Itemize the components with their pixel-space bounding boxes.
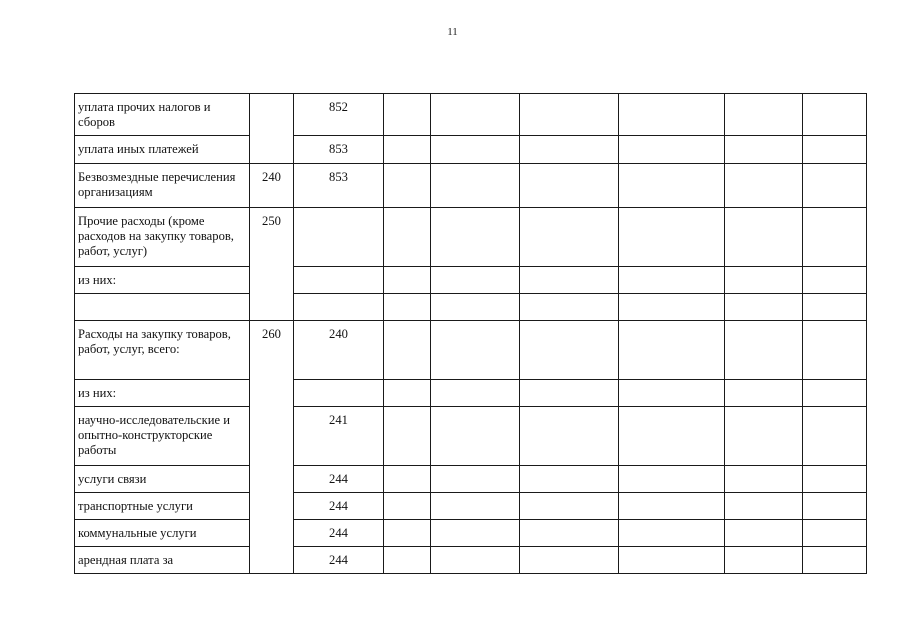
value-cell bbox=[384, 547, 431, 574]
row-name: услуги связи bbox=[75, 466, 250, 493]
table-row bbox=[75, 520, 867, 547]
kbk-code: 853 bbox=[294, 136, 384, 164]
value-cell bbox=[384, 94, 431, 136]
value-cell bbox=[384, 380, 431, 407]
table-row bbox=[75, 208, 867, 267]
value-cell bbox=[431, 407, 520, 466]
value-cell bbox=[803, 294, 867, 321]
value-cell bbox=[520, 267, 619, 294]
value-cell bbox=[803, 164, 867, 208]
table-row bbox=[75, 136, 867, 164]
value-cell bbox=[520, 94, 619, 136]
value-cell bbox=[431, 294, 520, 321]
value-cell bbox=[619, 136, 725, 164]
row-name: уплата прочих налогов и сборов bbox=[75, 94, 250, 136]
value-cell bbox=[725, 547, 803, 574]
value-cell bbox=[520, 208, 619, 267]
kbk-code: 241 bbox=[294, 407, 384, 466]
value-cell bbox=[520, 466, 619, 493]
value-cell bbox=[803, 136, 867, 164]
expense-table bbox=[74, 93, 867, 574]
table-row bbox=[75, 547, 867, 574]
value-cell bbox=[384, 407, 431, 466]
table-row bbox=[75, 94, 867, 136]
value-cell bbox=[619, 208, 725, 267]
value-cell bbox=[520, 136, 619, 164]
kbk-code bbox=[294, 294, 384, 321]
value-cell bbox=[725, 407, 803, 466]
value-cell bbox=[384, 321, 431, 380]
value-cell bbox=[431, 136, 520, 164]
value-cell bbox=[384, 136, 431, 164]
kbk-code: 244 bbox=[294, 547, 384, 574]
value-cell bbox=[619, 407, 725, 466]
table-row bbox=[75, 493, 867, 520]
row-name: арендная плата за bbox=[75, 547, 250, 574]
value-cell bbox=[725, 208, 803, 267]
value-cell bbox=[803, 208, 867, 267]
kbk-code: 244 bbox=[294, 520, 384, 547]
line-code-cell bbox=[250, 94, 294, 164]
table-row bbox=[75, 321, 867, 380]
value-cell bbox=[431, 520, 520, 547]
value-cell bbox=[803, 94, 867, 136]
value-cell bbox=[725, 94, 803, 136]
value-cell bbox=[431, 493, 520, 520]
value-cell bbox=[725, 520, 803, 547]
kbk-code: 853 bbox=[294, 164, 384, 208]
kbk-code bbox=[294, 267, 384, 294]
value-cell bbox=[384, 520, 431, 547]
value-cell bbox=[725, 267, 803, 294]
value-cell bbox=[619, 493, 725, 520]
value-cell bbox=[725, 136, 803, 164]
value-cell bbox=[619, 321, 725, 380]
row-name: Прочие расходы (кроме расходов на закупку товаров, работ, услуг) bbox=[75, 208, 250, 267]
value-cell bbox=[803, 407, 867, 466]
value-cell bbox=[619, 547, 725, 574]
value-cell bbox=[619, 520, 725, 547]
value-cell bbox=[803, 380, 867, 407]
value-cell bbox=[803, 321, 867, 380]
value-cell bbox=[431, 267, 520, 294]
row-name: научно-исследовательские и опытно-конструкторские работы bbox=[75, 407, 250, 466]
kbk-code bbox=[294, 208, 384, 267]
value-cell bbox=[803, 466, 867, 493]
value-cell bbox=[803, 493, 867, 520]
value-cell bbox=[619, 466, 725, 493]
value-cell bbox=[431, 208, 520, 267]
value-cell bbox=[725, 321, 803, 380]
row-name: Безвозмездные перечисления организациям bbox=[75, 164, 250, 208]
value-cell bbox=[384, 164, 431, 208]
value-cell bbox=[619, 267, 725, 294]
value-cell bbox=[431, 164, 520, 208]
line-code-cell: 260 bbox=[250, 321, 294, 574]
row-name: из них: bbox=[75, 267, 250, 294]
value-cell bbox=[384, 208, 431, 267]
row-name: транспортные услуги bbox=[75, 493, 250, 520]
row-name: из них: bbox=[75, 380, 250, 407]
value-cell bbox=[384, 466, 431, 493]
kbk-code: 244 bbox=[294, 493, 384, 520]
line-code-cell: 240 bbox=[250, 164, 294, 208]
value-cell bbox=[725, 493, 803, 520]
table-row bbox=[75, 267, 867, 294]
value-cell bbox=[619, 294, 725, 321]
value-cell bbox=[520, 294, 619, 321]
value-cell bbox=[520, 164, 619, 208]
value-cell bbox=[520, 407, 619, 466]
page-number: 11 bbox=[447, 26, 458, 38]
kbk-code bbox=[294, 380, 384, 407]
value-cell bbox=[619, 380, 725, 407]
value-cell bbox=[520, 321, 619, 380]
kbk-code: 240 bbox=[294, 321, 384, 380]
value-cell bbox=[431, 466, 520, 493]
row-name: коммунальные услуги bbox=[75, 520, 250, 547]
value-cell bbox=[384, 267, 431, 294]
value-cell bbox=[725, 380, 803, 407]
table-row bbox=[75, 164, 867, 208]
value-cell bbox=[520, 520, 619, 547]
value-cell bbox=[619, 94, 725, 136]
kbk-code: 852 bbox=[294, 94, 384, 136]
table-row bbox=[75, 380, 867, 407]
kbk-code: 244 bbox=[294, 466, 384, 493]
value-cell bbox=[619, 164, 725, 208]
value-cell bbox=[384, 294, 431, 321]
value-cell bbox=[431, 380, 520, 407]
value-cell bbox=[520, 547, 619, 574]
line-code-cell: 250 bbox=[250, 208, 294, 321]
row-name: Расходы на закупку товаров, работ, услуг, всего: bbox=[75, 321, 250, 380]
row-name: уплата иных платежей bbox=[75, 136, 250, 164]
value-cell bbox=[803, 547, 867, 574]
row-name bbox=[75, 294, 250, 321]
table-row bbox=[75, 466, 867, 493]
value-cell bbox=[803, 267, 867, 294]
value-cell bbox=[431, 94, 520, 136]
value-cell bbox=[431, 547, 520, 574]
value-cell bbox=[520, 380, 619, 407]
value-cell bbox=[725, 466, 803, 493]
value-cell bbox=[725, 164, 803, 208]
value-cell bbox=[520, 493, 619, 520]
value-cell bbox=[384, 493, 431, 520]
table-row bbox=[75, 407, 867, 466]
value-cell bbox=[431, 321, 520, 380]
value-cell bbox=[725, 294, 803, 321]
value-cell bbox=[803, 520, 867, 547]
table-row bbox=[75, 294, 867, 321]
